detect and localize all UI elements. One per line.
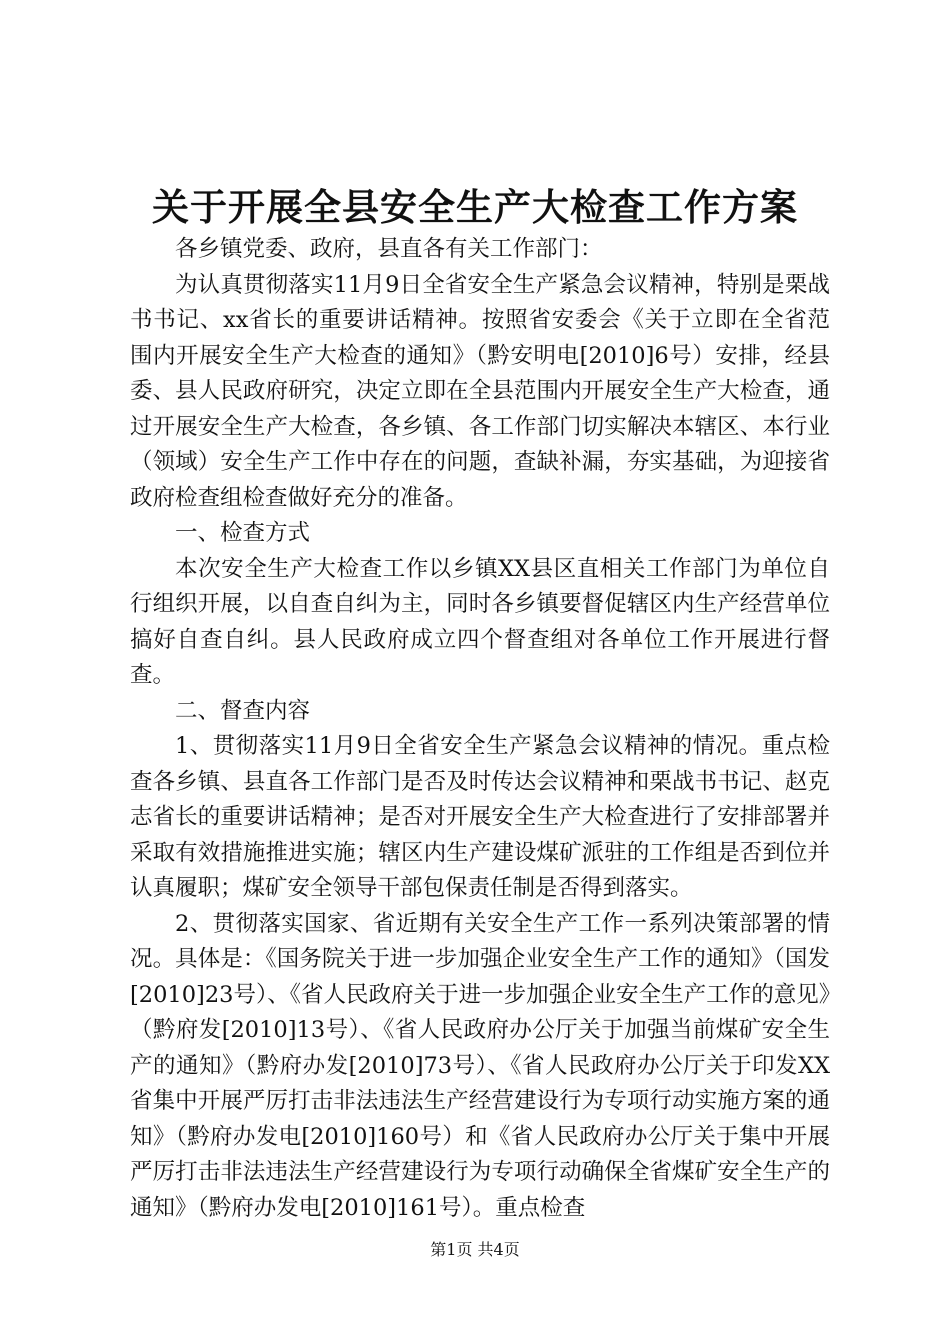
paragraph-salutation: 各乡镇党委、政府，县直各有关工作部门： [175, 236, 603, 262]
page-footer: 第1页 共4页 [430, 1240, 520, 1259]
document-title: 关于开展全县安全生产大检查工作方案 [152, 185, 798, 229]
paragraph-item-2: 2、贯彻落实国家、省近期有关安全生产工作一系列决策部署的情况。具体是：《国务院关于进一步加强企业安全生产工作的通知》（国发[2010]23号）、《省人民政府关于进一步加强企业安全生产工作的意见》（黔府发[2010]13号）、《省人民政府办公厅关于加强当前煤矿安全生产的通知》（黔府办发[2010]73号）、《省人民政府办公厅关于印发XX省集中开展严厉打击非法违法生产经营建设行为专项行动实施方案的通知》（黔府办发电[2010]160号）和《省人民政府办公厅关于集中开展严厉打击非法违法生产经营建设行为专项行动确保全省煤矿安全生产的通知》（黔府办发电[2010]161号）。重点检查 [130, 910, 830, 1221]
paragraph-intro: 为认真贯彻落实11月9日全省安全生产紧急会议精神，特别是栗战书书记、xx省长的重要讲话精神。按照省安委会《关于立即在全省范围内开展安全生产大检查的通知》（黔安明电[2010]6号）安排，经县委、县人民政府研究，决定立即在全县范围内开展安全生产大检查，通过开展安全生产大检查，各乡镇、各工作部门切实解决本辖区、本行业（领域）安全生产工作中存在的问题，查缺补漏，夯实基础，为迎接省政府检查组检查做好充分的准备。 [130, 271, 830, 511]
document-body [130, 232, 830, 1226]
section-heading-1: 一、检查方式 [175, 520, 311, 546]
paragraph-item-1: 1、贯彻落实11月9日全省安全生产紧急会议精神的情况。重点检查各乡镇、县直各工作部门是否及时传达会议精神和栗战书书记、赵克志省长的重要讲话精神；是否对开展安全生产大检查进行了安排部署并采取有效措施推进实施；辖区内生产建设煤矿派驻的工作组是否到位并认真履职；煤矿安全领导干部包保责任制是否得到落实。 [130, 733, 830, 901]
paragraph-inspection-method: 本次安全生产大检查工作以乡镇XX县区直相关工作部门为单位自行组织开展，以自查自纠为主，同时各乡镇要督促辖区内生产经营单位搞好自查自纠。县人民政府成立四个督查组对各单位工作开展进行督查。 [130, 555, 830, 688]
section-heading-2: 二、督查内容 [175, 697, 311, 724]
